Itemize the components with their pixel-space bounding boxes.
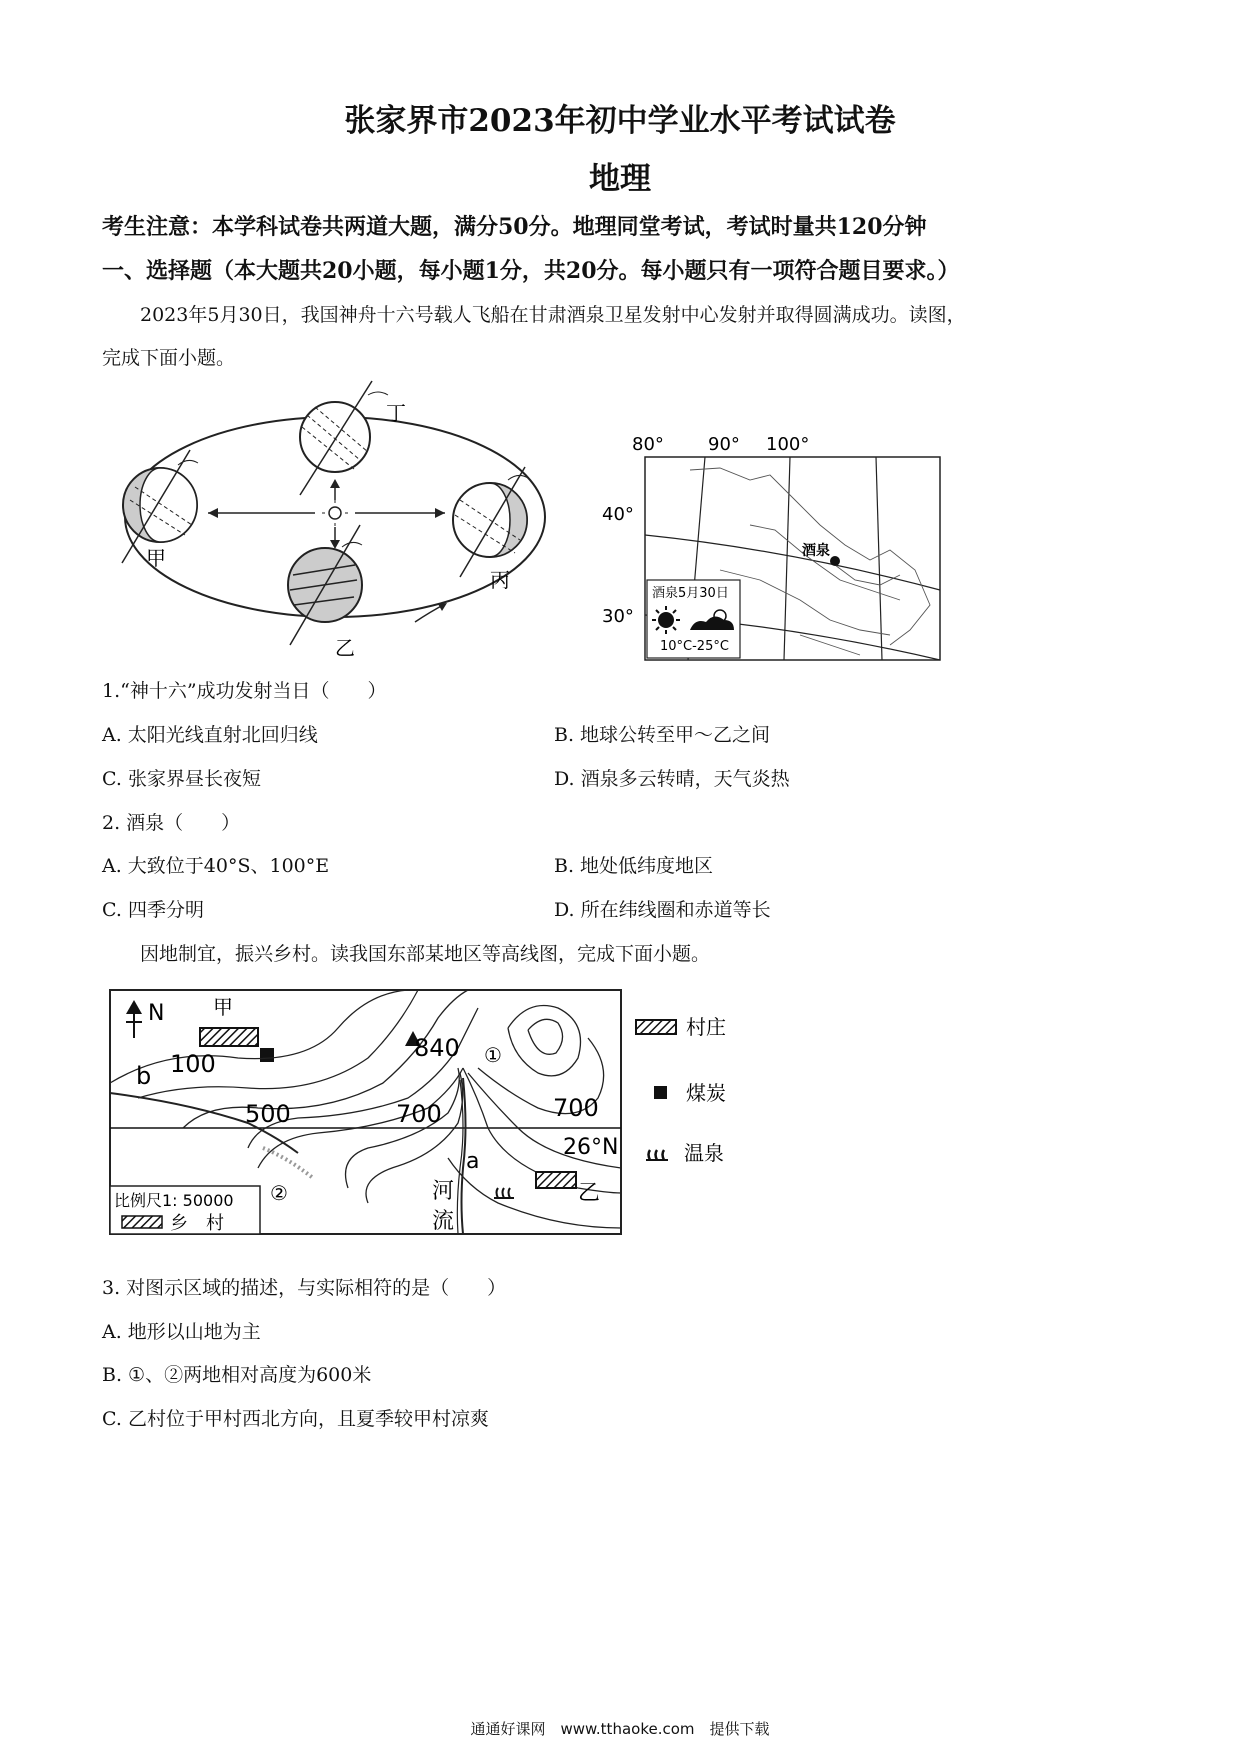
subject-title: 地理	[589, 161, 651, 197]
village-yi-icon	[536, 1172, 576, 1188]
point-1: ①	[484, 1043, 502, 1067]
jiuquan-point	[830, 556, 840, 566]
q2-option-a[interactable]: A. 大致位于40°S、100°E	[102, 855, 330, 877]
contour-100: 100	[170, 1050, 216, 1078]
q3-option-a[interactable]: A. 地形以山地为主	[102, 1321, 261, 1343]
legend-coal: 煤炭	[686, 1081, 726, 1105]
exam-title: 张家界市2023年初中学业水平考试试卷	[344, 103, 896, 139]
sun-icon	[322, 500, 348, 526]
q3-stem: 3. 对图示区域的描述，与实际相符的是（ ）	[102, 1277, 507, 1299]
q3-option-c[interactable]: C. 乙村位于甲村西北方向，且夏季较甲村凉爽	[102, 1408, 489, 1430]
lon-80: 80°	[632, 434, 664, 455]
label-yi: 乙	[335, 636, 355, 660]
legend-village: 村庄	[686, 1015, 726, 1039]
globe-ding	[300, 381, 388, 495]
weather-temp: 10°C-25°C	[660, 639, 729, 654]
peak-elevation: 840	[414, 1034, 460, 1062]
contour-500: 500	[245, 1100, 291, 1128]
exam-notice: 考生注意：本学科试卷共两道大题，满分50分。地理同堂考试，考试时量共120分钟	[102, 214, 927, 240]
q1-option-b[interactable]: B. 地球公转至甲～乙之间	[554, 724, 771, 746]
orbit-figure	[110, 375, 560, 665]
q1-option-a[interactable]: A. 太阳光线直射北回归线	[102, 724, 318, 746]
label-bing: 丙	[490, 568, 510, 592]
q2-option-d[interactable]: D. 所在纬线圈和赤道等长	[554, 899, 771, 921]
globe-yi	[288, 525, 362, 645]
intro-2: 因地制宜，振兴乡村。读我国东部某地区等高线图，完成下面小题。	[140, 943, 711, 965]
city-label: 酒泉	[802, 543, 830, 559]
q2-option-c[interactable]: C. 四季分明	[102, 899, 204, 921]
lat-label: 26°N	[563, 1135, 619, 1160]
q1-option-d[interactable]: D. 酒泉多云转晴，天气炎热	[554, 768, 790, 790]
label-yi: 乙	[578, 1181, 601, 1206]
intro-line-2: 完成下面小题。	[102, 347, 236, 369]
contour-700-a: 700	[396, 1100, 442, 1128]
intro-line-1: 2023年5月30日，我国神舟十六号载人飞船在甘肃酒泉卫星发射中心发射并取得圆满成功。读图，	[140, 304, 966, 326]
page-footer: 通通好课网 www.tthaoke.com 提供下载	[470, 1720, 770, 1738]
label-jia: 甲	[146, 546, 166, 570]
q2-option-b[interactable]: B. 地处低纬度地区	[554, 855, 714, 877]
label-b: b	[136, 1062, 152, 1090]
q2-stem: 2. 酒泉（ ）	[102, 812, 241, 834]
village-jia-icon	[200, 1028, 258, 1046]
label-a: a	[466, 1149, 480, 1174]
legend-village-icon	[636, 1020, 676, 1034]
q1-option-c[interactable]: C. 张家界昼长夜短	[102, 768, 261, 790]
weather-title: 酒泉5月30日	[652, 586, 729, 601]
legend-spring-icon	[646, 1150, 668, 1160]
coal-icon	[260, 1048, 274, 1062]
section-heading: 一、选择题（本大题共20小题，每小题1分，共20分。每小题只有一项符合题目要求。）	[102, 258, 960, 284]
legend-coal-icon	[654, 1086, 667, 1099]
township-label: 乡 村	[170, 1213, 224, 1234]
lon-90: 90°	[708, 434, 740, 455]
lat-40: 40°	[602, 504, 634, 525]
q1-stem: 1.“神十六”成功发射当日（ ）	[102, 680, 387, 702]
label-ding: 丁	[386, 401, 406, 425]
contour-map	[108, 988, 753, 1238]
lat-30: 30°	[602, 606, 634, 627]
globe-bing	[453, 467, 528, 577]
lon-100: 100°	[766, 434, 810, 455]
q3-option-b[interactable]: B. ①、②两地相对高度为600米	[102, 1364, 372, 1386]
legend-spring: 温泉	[684, 1141, 724, 1165]
contour-700-b: 700	[553, 1094, 599, 1122]
jiuquan-map	[570, 430, 950, 662]
north-label: N	[148, 1001, 165, 1026]
river-label-2: 流	[432, 1209, 455, 1234]
river-label-1: 河	[432, 1179, 455, 1204]
point-2: ②	[270, 1181, 288, 1205]
scale-label: 比例尺1: 50000	[114, 1191, 234, 1210]
label-jia: 甲	[213, 995, 233, 1019]
